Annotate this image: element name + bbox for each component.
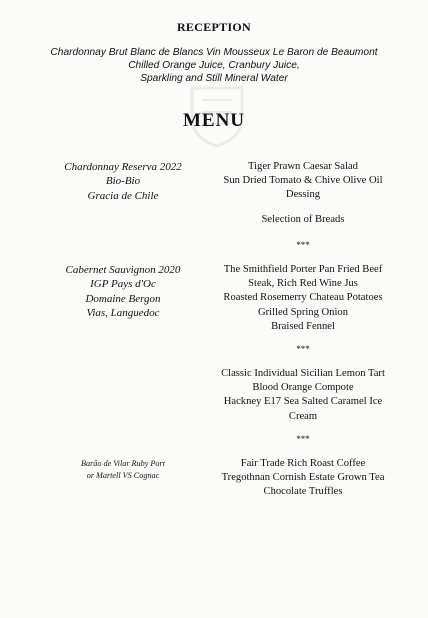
- dish-list: [206, 160, 400, 227]
- dish-list: [206, 263, 400, 334]
- digestif-pairing: [40, 458, 206, 481]
- wine-line: Domaine Bergon: [85, 292, 161, 305]
- dish-line: The Smithfield Porter Pan Fried Beef: [223, 264, 383, 275]
- dish-line: Classic Individual Sicilian Lemon Tart: [221, 368, 385, 379]
- wine-line: Vias, Languedoc: [86, 306, 160, 319]
- wine-line: IGP Pays d'Oc: [90, 278, 156, 291]
- menu-heading: MENU: [182, 110, 246, 131]
- reception-drinks: [20, 46, 408, 85]
- wine-line: or Martell VS Cognac: [86, 470, 160, 480]
- dish-line: Chocolate Truffles: [263, 486, 343, 498]
- dish-line: Cream: [288, 410, 318, 422]
- wine-line: Cabernet Sauvignon 2020: [65, 264, 181, 276]
- course-separator: ***: [296, 434, 310, 444]
- reception-line: Chardonnay Brut Blanc de Blancs Vin Mousseux Le Baron de Beaumont: [50, 47, 378, 58]
- wine-line: Barão de Vilar Ruby Port: [81, 459, 165, 468]
- dish-line: Dessing: [285, 189, 321, 201]
- dish-line: Fair Trade Rich Roast Coffee: [240, 458, 366, 469]
- wine-line: Bio-Bio: [105, 175, 141, 188]
- dish-line: Hackney E17 Sea Salted Caramel Ice: [223, 396, 383, 408]
- dish-list: [206, 367, 400, 424]
- wine-line: Chardonnay Reserva 2022: [64, 161, 182, 173]
- dish-line: Blood Orange Compote: [252, 382, 354, 394]
- dish-line: Tregothnan Cornish Estate Grown Tea: [221, 472, 385, 484]
- reception-line: Sparkling and Still Mineral Water: [140, 73, 288, 84]
- reception-line: Chilled Orange Juice, Cranbury Juice,: [128, 60, 300, 71]
- dish-line: Steak, Rich Red Wine Jus: [248, 278, 358, 290]
- dish-line: Braised Fennel: [271, 320, 335, 332]
- wine-pairing: [40, 263, 206, 320]
- course-separator: ***: [296, 344, 310, 354]
- dish-line: Selection of Breads: [261, 213, 345, 225]
- dish-line: Sun Dried Tomato & Chive Olive Oil: [223, 175, 383, 187]
- reception-heading: RECEPTION: [176, 20, 252, 34]
- dish-list: [206, 457, 400, 500]
- dish-line: Grilled Spring Onion: [257, 306, 349, 318]
- dish-line: Roasted Rosemerry Chateau Potatoes: [223, 292, 383, 304]
- wine-line: Gracia de Chile: [87, 189, 159, 202]
- dish-line: Tiger Prawn Caesar Salad: [248, 161, 358, 172]
- course-separator: ***: [296, 240, 310, 250]
- wine-pairing: [40, 160, 206, 203]
